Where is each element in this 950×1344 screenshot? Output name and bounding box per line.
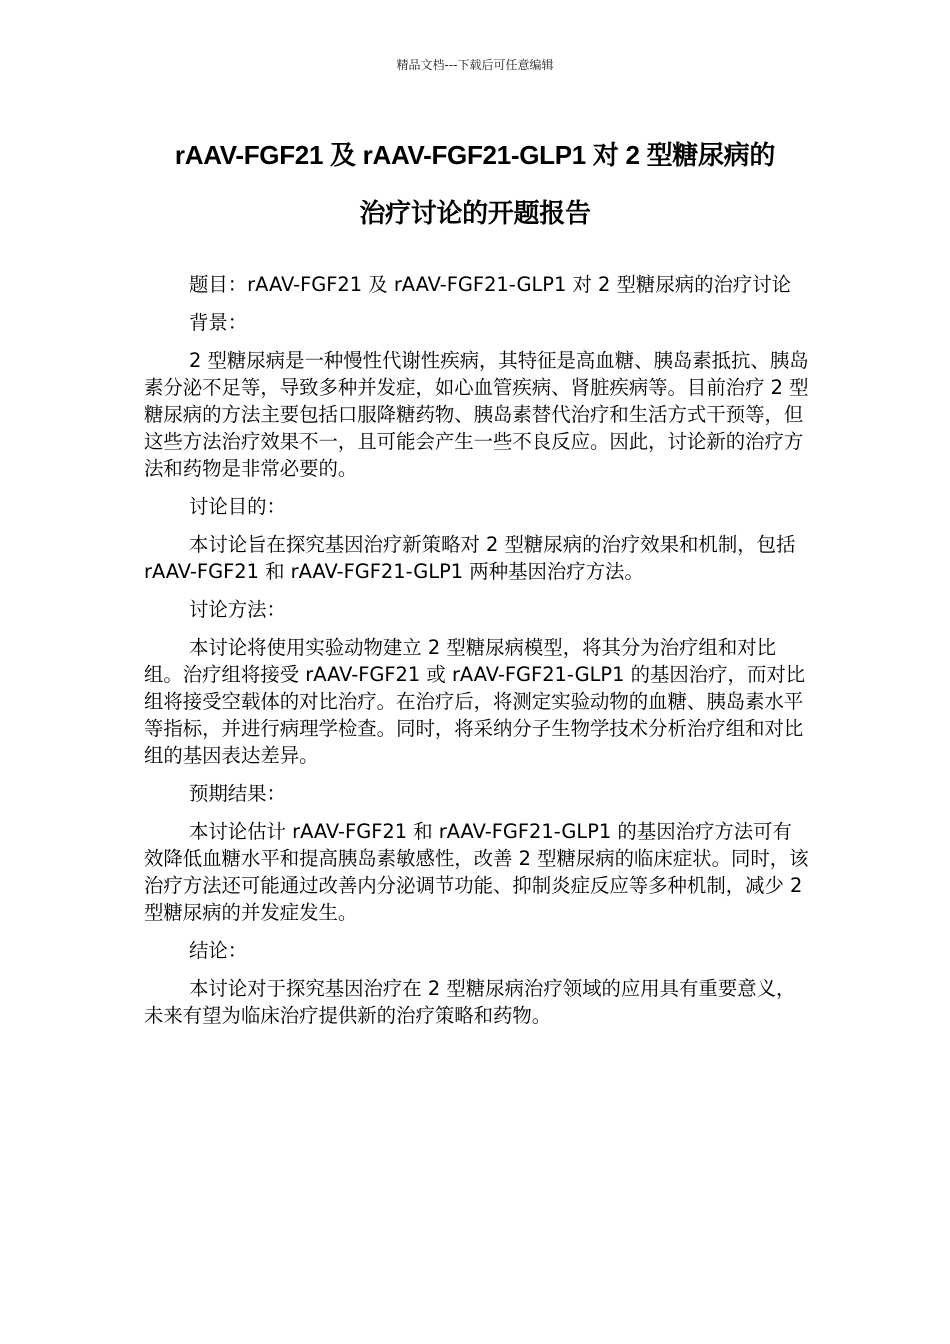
expected-results-heading: 预期结果： [189,782,286,805]
conclusion-heading: 结论： [189,939,248,962]
document-body [144,271,810,1040]
background-paragraph: 2 型糖尿病是一种慢性代谢性疾病，其特征是高血糖、胰岛素抵抗、胰岛素分泌不足等，导致多种并发症，如心血管疾病、肾脏疾病等。目前治疗 2 型糖尿病的方法主要包括口服降糖药物、胰岛素替代治疗和生活方式干预等，但这些方法治疗效果不一，且可能会产生一些不良反应。因此，讨论新的治疗方法和药物是非常必要的。 [144,349,809,480]
purpose-heading: 讨论目的： [189,495,286,518]
topic-paragraph: 题目：rAAV-FGF21 及 rAAV-FGF21-GLP1 对 2 型糖尿病的治疗讨论 [189,273,792,296]
header-note: 精品文档---下载后可任意编辑 [396,58,554,72]
purpose-paragraph: 本讨论旨在探究基因治疗新策略对 2 型糖尿病的治疗效果和机制，包括 rAAV-FGF21 和 rAAV-FGF21-GLP1 两种基因治疗方法。 [144,533,796,583]
conclusion-paragraph: 本讨论对于探究基因治疗在 2 型糖尿病治疗领域的应用具有重要意义，未来有望为临床治疗提供新的治疗策略和药物。 [144,977,796,1027]
method-heading: 讨论方法： [189,598,286,621]
document-title-line-2: 治疗讨论的开题报告 [359,198,591,228]
method-paragraph: 本讨论将使用实验动物建立 2 型糖尿病模型，将其分为治疗组和对比组。治疗组将接受 rAAV-FGF21 或 rAAV-FGF21-GLP1 的基因治疗，而对比组将接受空载体的对比治疗。在治疗后，将测定实验动物的血糖、胰岛素水平等指标，并进行病理学检查。同时，将采纳分子生物学技术分析治疗组和对比组的基因表达差异。 [144,636,806,767]
document-title-line-1: rAAV-FGF21 及 rAAV-FGF21-GLP1 对 2 型糖尿病的 [174,140,776,170]
background-heading: 背景： [189,311,248,334]
expected-results-paragraph: 本讨论估计 rAAV-FGF21 和 rAAV-FGF21-GLP1 的基因治疗方法可有效降低血糖水平和提高胰岛素敏感性，改善 2 型糖尿病的临床症状。同时，该治疗方法还可能通过改善内分泌调节功能、抑制炎症反应等多种机制，减少 2 型糖尿病的并发症发生。 [144,820,809,924]
